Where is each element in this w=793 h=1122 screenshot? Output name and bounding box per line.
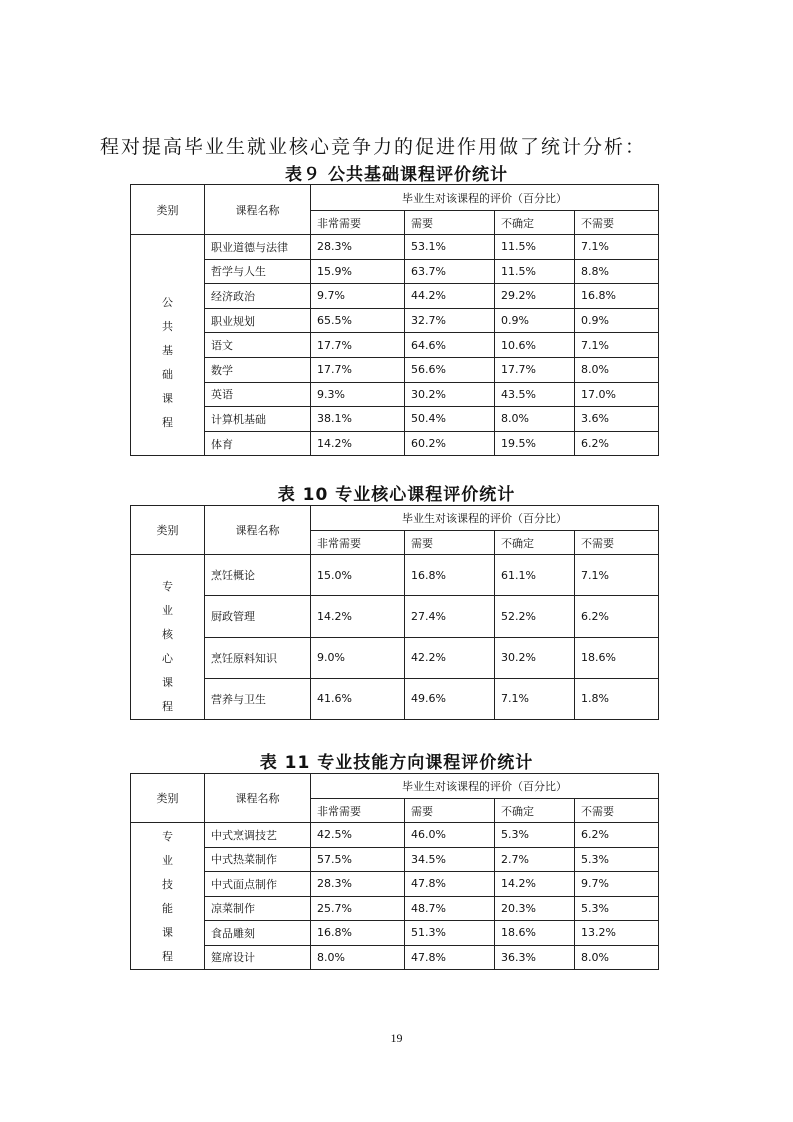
percentage-cell: 46.0% xyxy=(405,823,495,848)
header-course-name: 课程名称 xyxy=(205,185,311,235)
course-name-cell: 职业道德与法律 xyxy=(205,235,311,260)
percentage-cell: 17.7% xyxy=(311,333,405,358)
course-name-cell: 英语 xyxy=(205,382,311,407)
table-row xyxy=(131,945,659,970)
percentage-cell: 8.0% xyxy=(575,945,659,970)
percentage-cell: 42.5% xyxy=(311,823,405,848)
percentage-cell: 13.2% xyxy=(575,921,659,946)
percentage-cell: 28.3% xyxy=(311,872,405,897)
percentage-cell: 7.1% xyxy=(575,235,659,260)
table-row xyxy=(131,333,659,358)
course-name-cell: 职业规划 xyxy=(205,308,311,333)
percentage-cell: 57.5% xyxy=(311,847,405,872)
intro-paragraph: 程对提高毕业生就业核心竞争力的促进作用做了统计分析： xyxy=(100,136,647,158)
percentage-cell: 65.5% xyxy=(311,308,405,333)
header-evaluation-group: 毕业生对该课程的评价（百分比） xyxy=(311,506,659,531)
percentage-cell: 47.8% xyxy=(405,945,495,970)
course-name-cell: 食品雕刻 xyxy=(205,921,311,946)
course-name-cell: 筵席设计 xyxy=(205,945,311,970)
percentage-cell: 0.9% xyxy=(575,308,659,333)
header-evaluation-group: 毕业生对该课程的评价（百分比） xyxy=(311,774,659,799)
header-category: 类别 xyxy=(131,185,205,235)
percentage-cell: 9.3% xyxy=(311,382,405,407)
table-row xyxy=(131,357,659,382)
table-row xyxy=(131,259,659,284)
header-col-needed: 需要 xyxy=(405,799,495,823)
percentage-cell: 5.3% xyxy=(495,823,575,848)
percentage-cell: 34.5% xyxy=(405,847,495,872)
percentage-cell: 9.0% xyxy=(311,637,405,678)
table-10-core-courses xyxy=(130,505,659,720)
course-name-cell: 烹饪原料知识 xyxy=(205,637,311,678)
course-name-cell: 经济政治 xyxy=(205,284,311,309)
percentage-cell: 16.8% xyxy=(405,555,495,596)
percentage-cell: 10.6% xyxy=(495,333,575,358)
percentage-cell: 3.6% xyxy=(575,407,659,432)
table-row xyxy=(131,896,659,921)
percentage-cell: 25.7% xyxy=(311,896,405,921)
percentage-cell: 41.6% xyxy=(311,678,405,719)
percentage-cell: 8.0% xyxy=(575,357,659,382)
table-row xyxy=(131,872,659,897)
course-name-cell: 语文 xyxy=(205,333,311,358)
percentage-cell: 8.8% xyxy=(575,259,659,284)
category-char: 技 xyxy=(162,878,173,891)
course-name-cell: 凉菜制作 xyxy=(205,896,311,921)
percentage-cell: 42.2% xyxy=(405,637,495,678)
course-name-cell: 体育 xyxy=(205,431,311,456)
percentage-cell: 50.4% xyxy=(405,407,495,432)
category-char: 基 xyxy=(162,344,173,357)
table-row xyxy=(131,637,659,678)
percentage-cell: 0.9% xyxy=(495,308,575,333)
percentage-cell: 29.2% xyxy=(495,284,575,309)
course-name-cell: 营养与卫生 xyxy=(205,678,311,719)
percentage-cell: 14.2% xyxy=(311,431,405,456)
percentage-cell: 53.1% xyxy=(405,235,495,260)
percentage-cell: 43.5% xyxy=(495,382,575,407)
percentage-cell: 36.3% xyxy=(495,945,575,970)
percentage-cell: 7.1% xyxy=(495,678,575,719)
table-10-caption: 表 10 专业核心课程评价统计 xyxy=(277,485,516,505)
header-col-needed: 需要 xyxy=(405,211,495,235)
table-9-public-basic-courses xyxy=(130,184,659,456)
category-char: 课 xyxy=(162,926,173,939)
category-cell xyxy=(131,555,205,720)
percentage-cell: 44.2% xyxy=(405,284,495,309)
category-char: 程 xyxy=(162,416,173,429)
percentage-cell: 9.7% xyxy=(311,284,405,309)
percentage-cell: 30.2% xyxy=(405,382,495,407)
percentage-cell: 27.4% xyxy=(405,596,495,637)
category-cell xyxy=(131,823,205,970)
table-11-skill-courses xyxy=(130,773,659,970)
percentage-cell: 6.2% xyxy=(575,596,659,637)
percentage-cell: 38.1% xyxy=(311,407,405,432)
category-char: 心 xyxy=(162,652,173,665)
table-11-caption: 表 11 专业技能方向课程评价统计 xyxy=(259,753,534,773)
course-name-cell: 中式面点制作 xyxy=(205,872,311,897)
table-row xyxy=(131,847,659,872)
percentage-cell: 16.8% xyxy=(575,284,659,309)
header-col-needed: 需要 xyxy=(405,531,495,555)
percentage-cell: 8.0% xyxy=(495,407,575,432)
percentage-cell: 8.0% xyxy=(311,945,405,970)
category-char: 程 xyxy=(162,950,173,963)
category-char: 业 xyxy=(162,604,173,617)
header-course-name: 课程名称 xyxy=(205,774,311,823)
course-name-cell: 哲学与人生 xyxy=(205,259,311,284)
percentage-cell: 11.5% xyxy=(495,259,575,284)
category-char: 专 xyxy=(162,830,173,843)
header-col-uncertain: 不确定 xyxy=(495,799,575,823)
table-row xyxy=(131,596,659,637)
table-row xyxy=(131,308,659,333)
header-col-uncertain: 不确定 xyxy=(495,211,575,235)
table-row xyxy=(131,431,659,456)
category-char: 核 xyxy=(162,628,173,641)
course-name-cell: 烹饪概论 xyxy=(205,555,311,596)
percentage-cell: 48.7% xyxy=(405,896,495,921)
header-course-name: 课程名称 xyxy=(205,506,311,555)
header-col-not-needed: 不需要 xyxy=(575,799,659,823)
header-col-not-needed: 不需要 xyxy=(575,531,659,555)
header-col-very-needed: 非常需要 xyxy=(311,799,405,823)
percentage-cell: 17.7% xyxy=(495,357,575,382)
header-col-not-needed: 不需要 xyxy=(575,211,659,235)
percentage-cell: 17.7% xyxy=(311,357,405,382)
category-char: 能 xyxy=(162,902,173,915)
percentage-cell: 56.6% xyxy=(405,357,495,382)
table-row xyxy=(131,235,659,260)
header-col-very-needed: 非常需要 xyxy=(311,211,405,235)
category-char: 程 xyxy=(162,700,173,713)
percentage-cell: 6.2% xyxy=(575,431,659,456)
header-evaluation-group: 毕业生对该课程的评价（百分比） xyxy=(311,185,659,211)
table-row xyxy=(131,921,659,946)
course-name-cell: 中式热菜制作 xyxy=(205,847,311,872)
percentage-cell: 60.2% xyxy=(405,431,495,456)
course-name-cell: 中式烹调技艺 xyxy=(205,823,311,848)
category-char: 专 xyxy=(162,580,173,593)
percentage-cell: 64.6% xyxy=(405,333,495,358)
percentage-cell: 1.8% xyxy=(575,678,659,719)
percentage-cell: 6.2% xyxy=(575,823,659,848)
percentage-cell: 5.3% xyxy=(575,896,659,921)
percentage-cell: 17.0% xyxy=(575,382,659,407)
percentage-cell: 61.1% xyxy=(495,555,575,596)
course-name-cell: 数学 xyxy=(205,357,311,382)
percentage-cell: 2.7% xyxy=(495,847,575,872)
percentage-cell: 52.2% xyxy=(495,596,575,637)
percentage-cell: 16.8% xyxy=(311,921,405,946)
percentage-cell: 15.0% xyxy=(311,555,405,596)
table-9-caption: 表９ 公共基础课程评价统计 xyxy=(285,165,508,185)
percentage-cell: 32.7% xyxy=(405,308,495,333)
percentage-cell: 49.6% xyxy=(405,678,495,719)
percentage-cell: 19.5% xyxy=(495,431,575,456)
course-name-cell: 计算机基础 xyxy=(205,407,311,432)
category-char: 课 xyxy=(162,392,173,405)
percentage-cell: 14.2% xyxy=(311,596,405,637)
category-char: 业 xyxy=(162,854,173,867)
category-char: 共 xyxy=(162,320,173,333)
percentage-cell: 47.8% xyxy=(405,872,495,897)
table-row xyxy=(131,407,659,432)
percentage-cell: 18.6% xyxy=(495,921,575,946)
percentage-cell: 63.7% xyxy=(405,259,495,284)
percentage-cell: 18.6% xyxy=(575,637,659,678)
percentage-cell: 30.2% xyxy=(495,637,575,678)
page-number: 19 xyxy=(390,1031,403,1045)
table-row xyxy=(131,382,659,407)
percentage-cell: 15.9% xyxy=(311,259,405,284)
percentage-cell: 9.7% xyxy=(575,872,659,897)
category-cell xyxy=(131,235,205,456)
percentage-cell: 5.3% xyxy=(575,847,659,872)
category-char: 公 xyxy=(162,296,173,309)
header-col-very-needed: 非常需要 xyxy=(311,531,405,555)
course-name-cell: 厨政管理 xyxy=(205,596,311,637)
category-char: 课 xyxy=(162,676,173,689)
table-row xyxy=(131,555,659,596)
table-row xyxy=(131,678,659,719)
percentage-cell: 11.5% xyxy=(495,235,575,260)
percentage-cell: 7.1% xyxy=(575,555,659,596)
header-category: 类别 xyxy=(131,774,205,823)
percentage-cell: 7.1% xyxy=(575,333,659,358)
percentage-cell: 28.3% xyxy=(311,235,405,260)
header-col-uncertain: 不确定 xyxy=(495,531,575,555)
table-row xyxy=(131,823,659,848)
table-row xyxy=(131,284,659,309)
percentage-cell: 51.3% xyxy=(405,921,495,946)
percentage-cell: 14.2% xyxy=(495,872,575,897)
header-category: 类别 xyxy=(131,506,205,555)
percentage-cell: 20.3% xyxy=(495,896,575,921)
category-char: 础 xyxy=(162,368,173,381)
